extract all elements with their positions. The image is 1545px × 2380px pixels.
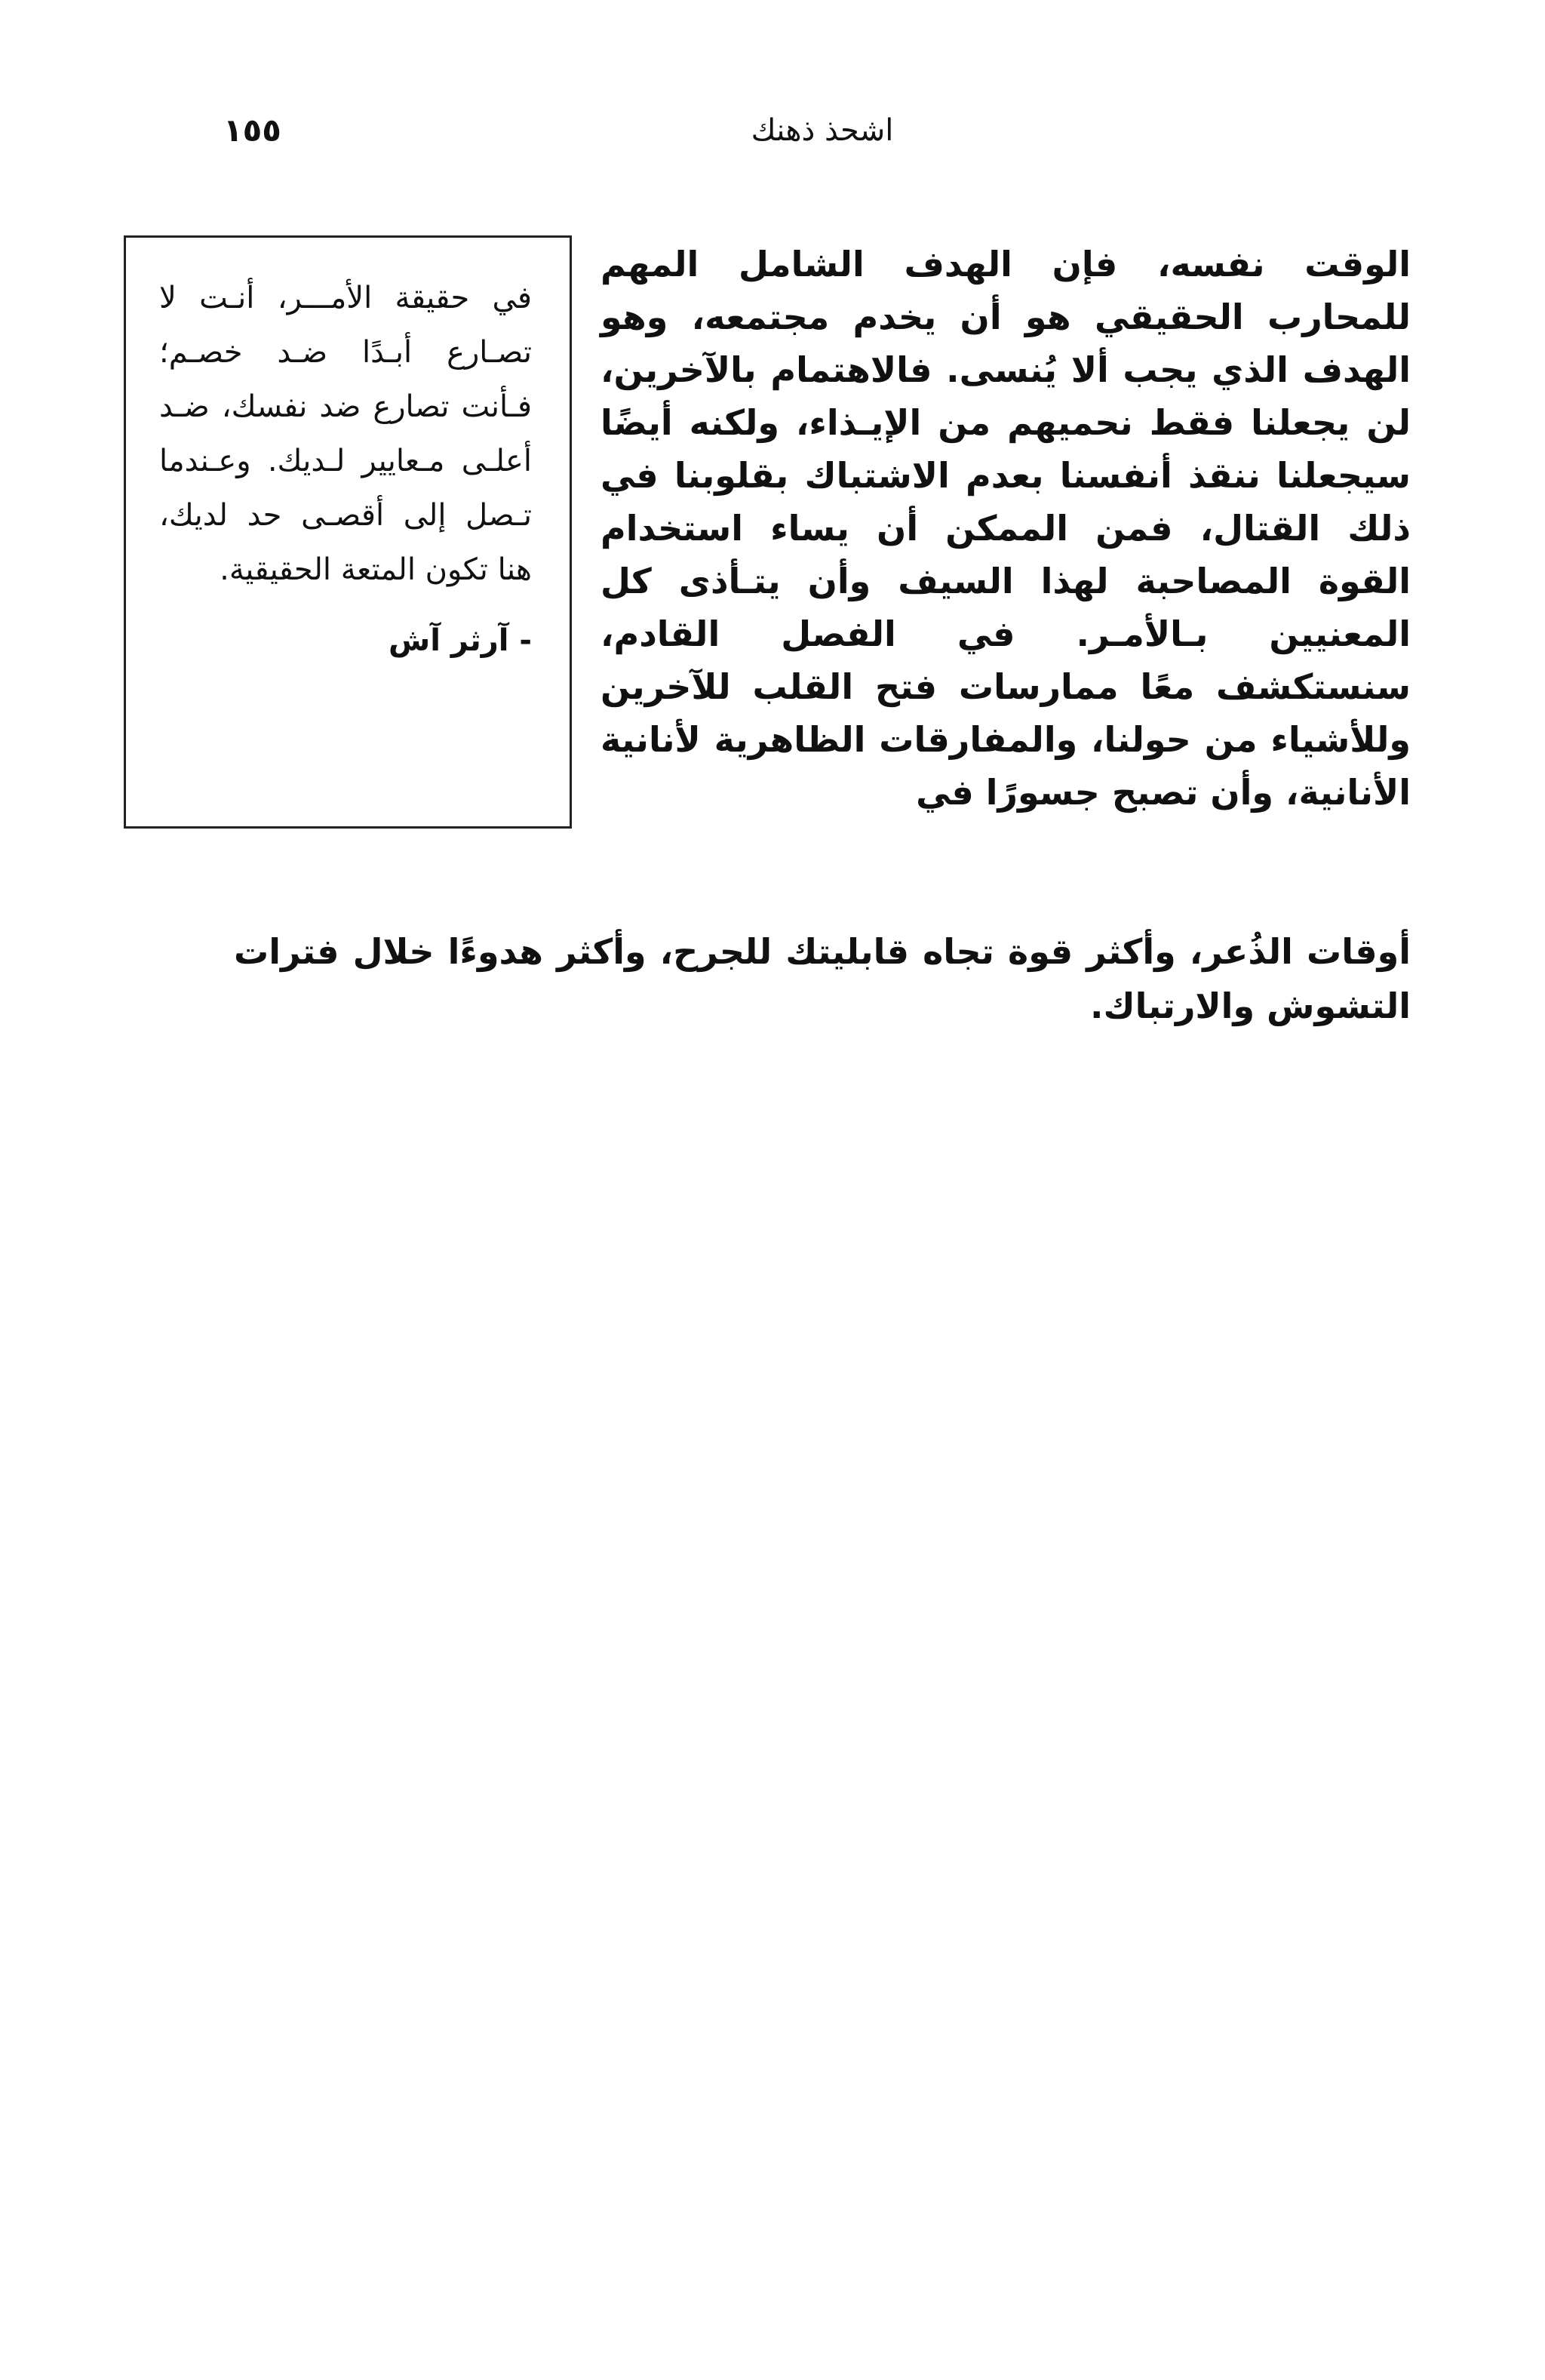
body-paragraph-column: الوقت نفسه، فإن الهدف الشامل المهم للمحارب الحقيقي هو أن يخدم مجتمعه، وهو الهدف الذي يجب ألا يُنسى. فالاهتمام بالآخرين، لن يجعلنا فقط نحميهم من الإيـذاء، ولكنه أيضًا سيجعلنا ننقذ أنفسنا بعدم الاشتباك بقلوبنا في ذلك القتال، فمن الممكن أن يساء استخدام القوة المصاحبة لهذا السيف وأن يتـأذى كل المعنيين بـالأمـر. في الفصل القادم، سنستكشف معًا ممارسات فتح القلب للآخرين وللأشياء من حولنا، والمفارقات الظاهرية لأنانية الأنانية، وأن تصبح جسورًا في bbox=[600, 244, 1411, 813]
body-text-wide bbox=[234, 924, 1411, 1033]
page-number: ١٥٥ bbox=[223, 112, 281, 149]
quote-author: - آرثر آش bbox=[389, 623, 532, 658]
quote-text: في حقيقة الأمـــر، أنـت لا تصـارع أبـدًا ضـد خصـم؛ فـأنت تصارع ضد نفسك، ضـد أعلـى مـعايير لـديك. وعـندما تـصل إلى أقصـى حد لديك، هنا تكون المتعة الحقيقية. bbox=[159, 281, 532, 587]
body-text-column bbox=[600, 238, 1411, 819]
page-header bbox=[0, 104, 1545, 157]
body-paragraph-wide: أوقات الذُعر، وأكثر قوة تجاه قابليتك للجرح، وأكثر هدوءًا خلال فترات التشوش والارتباك. bbox=[234, 931, 1411, 1026]
quote-box bbox=[124, 235, 572, 829]
running-title: اشحذ ذهنك bbox=[751, 113, 894, 148]
